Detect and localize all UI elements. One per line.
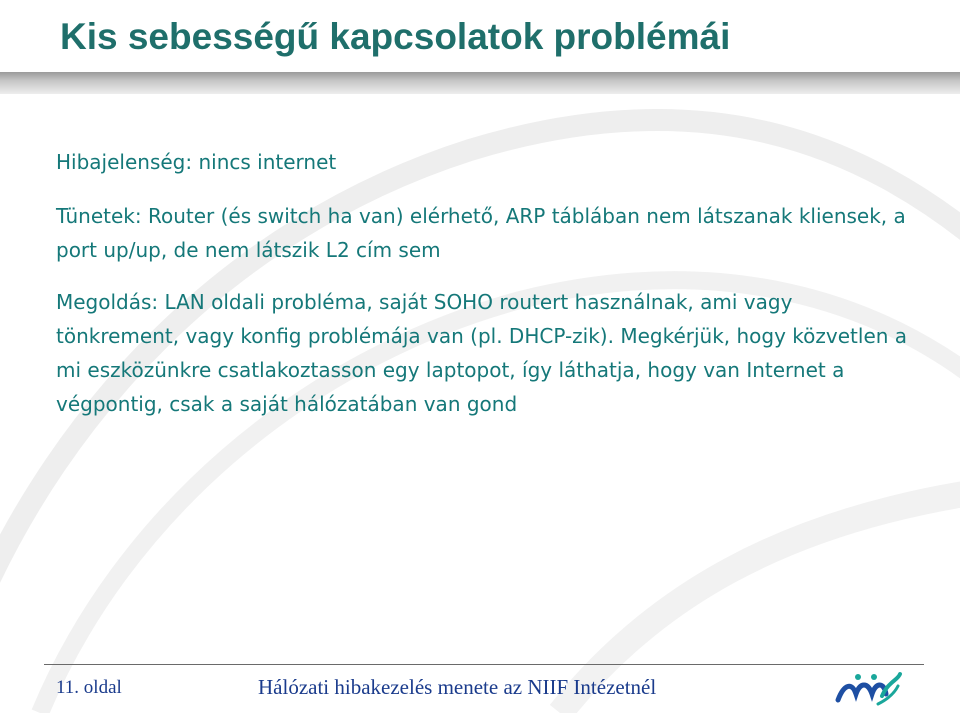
title-underline-bar (0, 72, 960, 94)
paragraph-symptoms: Tünetek: Router (és switch ha van) elérhető, ARP táblában nem látszanak kliensek, a port up/up, de nem látszik L2 cím sem (56, 204, 906, 262)
paragraph-solution: Megoldás: LAN oldali probléma, saját SOHO routert használnak, ami vagy tönkrement, vagy konfig problémája van (pl. DHCP-zik). Megkérjük, hogy közvetlen a mi eszközünkre csatlakoztasson egy laptopot, így láthatja, hogy van Internet a végpontig, csak a saját hálózatában van gond (56, 290, 908, 416)
footer-course-title: Hálózati hibakezelés menete az NIIF Intézetnél (258, 675, 657, 699)
niif-logo-icon (834, 670, 904, 710)
paragraph-symptom-summary: Hibajelenség: nincs internet (56, 150, 337, 174)
slide-title: Kis sebességű kapcsolatok problémái (60, 16, 731, 57)
footer-divider (44, 664, 924, 665)
page-number: 11. oldal (56, 677, 122, 698)
slide-content (56, 145, 916, 421)
